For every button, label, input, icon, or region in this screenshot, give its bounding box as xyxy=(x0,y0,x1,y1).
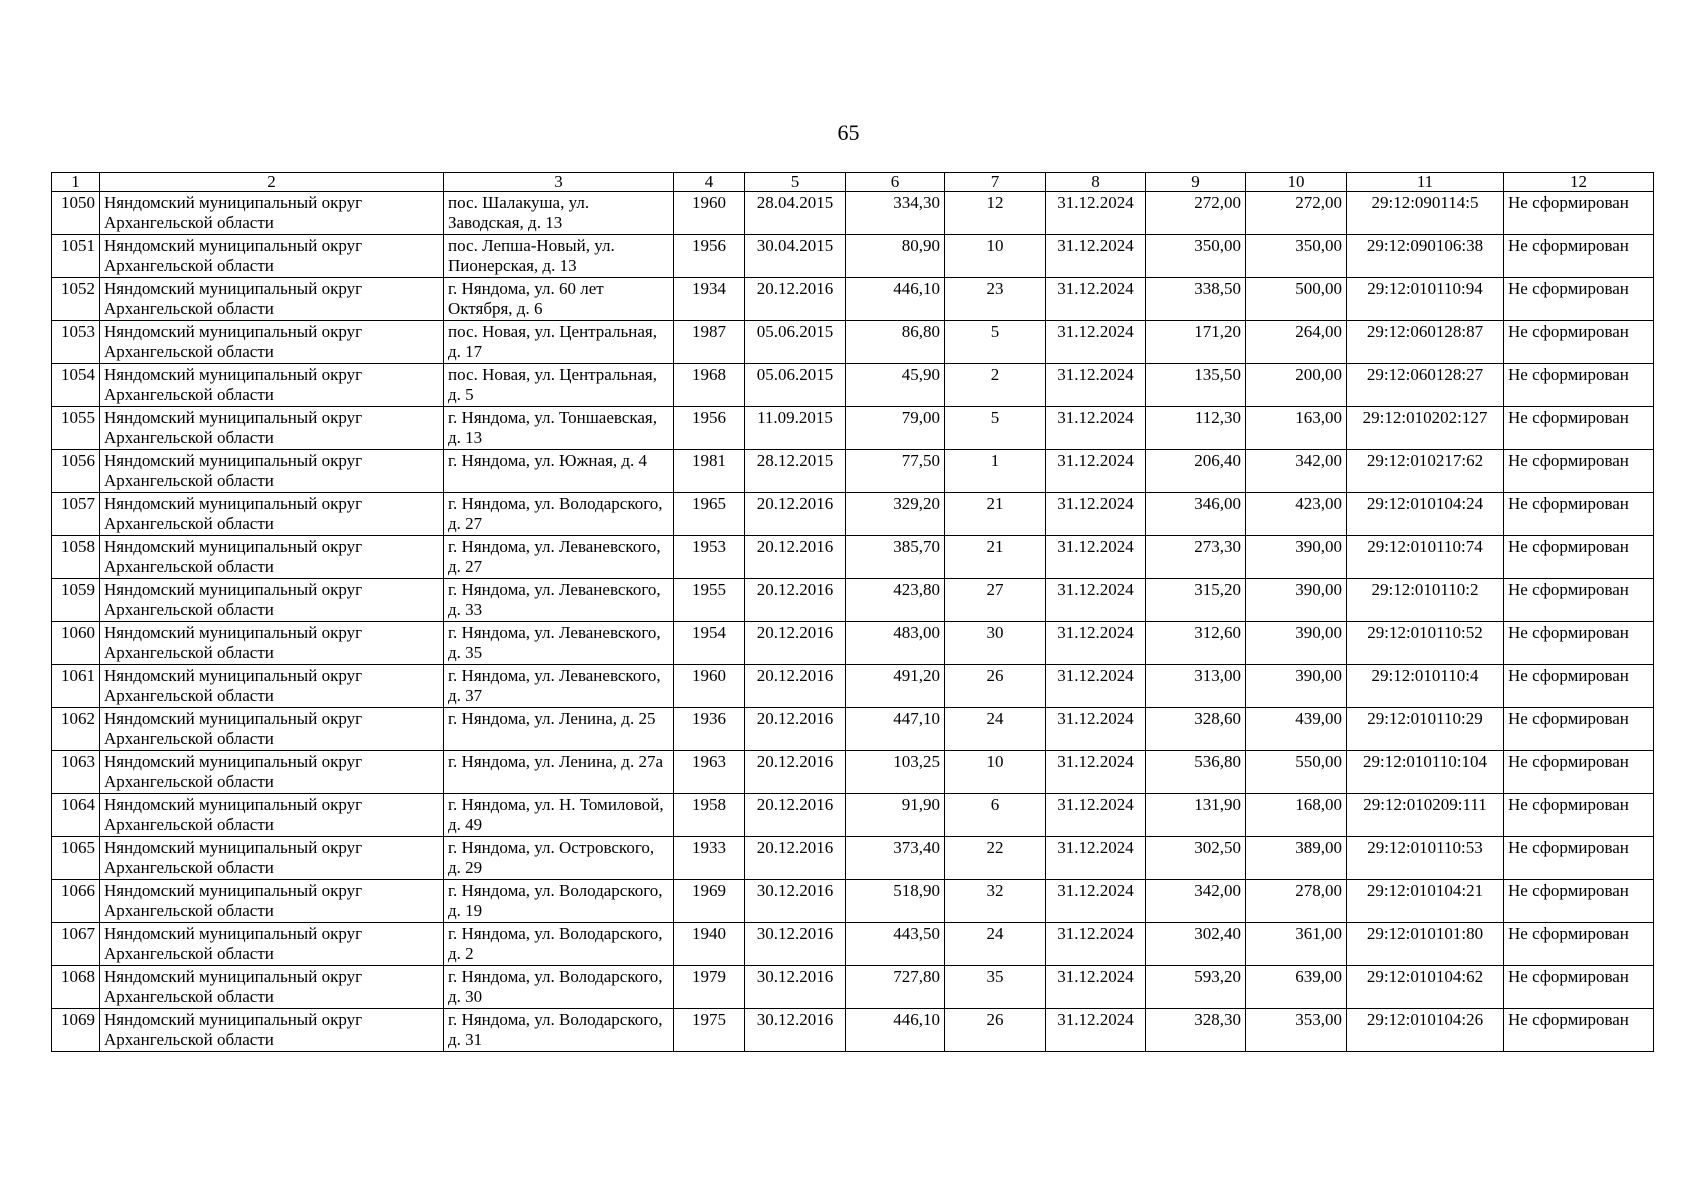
address-cell: г. Няндома, ул. Володарского, д. 19 xyxy=(444,880,674,923)
value-a-cell: 273,30 xyxy=(1146,536,1246,579)
row-number-cell: 1059 xyxy=(52,579,100,622)
date-cell: 30.12.2016 xyxy=(745,880,846,923)
deadline-cell: 31.12.2024 xyxy=(1046,364,1146,407)
municipality-cell: Няндомский муниципальный округ Архангельской области xyxy=(100,708,444,751)
deadline-cell: 31.12.2024 xyxy=(1046,235,1146,278)
value-a-cell: 536,80 xyxy=(1146,751,1246,794)
status-cell: Не сформирован xyxy=(1504,536,1654,579)
cadastral-number-cell: 29:12:010110:53 xyxy=(1347,837,1504,880)
address-cell: г. Няндома, ул. Южная, д. 4 xyxy=(444,450,674,493)
area-cell: 91,90 xyxy=(846,794,945,837)
date-cell: 05.06.2015 xyxy=(745,364,846,407)
year-built-cell: 1953 xyxy=(674,536,745,579)
row-number-cell: 1053 xyxy=(52,321,100,364)
value-b-cell: 200,00 xyxy=(1246,364,1347,407)
address-cell: г. Няндома, ул. 60 лет Октября, д. 6 xyxy=(444,278,674,321)
cadastral-number-cell: 29:12:010202:127 xyxy=(1347,407,1504,450)
value-b-cell: 168,00 xyxy=(1246,794,1347,837)
status-cell: Не сформирован xyxy=(1504,708,1654,751)
address-cell: г. Няндома, ул. Н. Томиловой, д. 49 xyxy=(444,794,674,837)
residents-cell: 10 xyxy=(945,751,1046,794)
table-row xyxy=(52,751,1654,794)
area-cell: 373,40 xyxy=(846,837,945,880)
date-cell: 30.12.2016 xyxy=(745,1009,846,1052)
year-built-cell: 1936 xyxy=(674,708,745,751)
row-number-cell: 1060 xyxy=(52,622,100,665)
row-number-cell: 1063 xyxy=(52,751,100,794)
status-cell: Не сформирован xyxy=(1504,923,1654,966)
value-b-cell: 390,00 xyxy=(1246,536,1347,579)
residents-cell: 21 xyxy=(945,493,1046,536)
residents-cell: 5 xyxy=(945,321,1046,364)
area-cell: 77,50 xyxy=(846,450,945,493)
cadastral-number-cell: 29:12:010217:62 xyxy=(1347,450,1504,493)
table-row xyxy=(52,450,1654,493)
date-cell: 30.12.2016 xyxy=(745,966,846,1009)
year-built-cell: 1934 xyxy=(674,278,745,321)
column-number-row xyxy=(52,173,1654,192)
cadastral-number-cell: 29:12:010101:80 xyxy=(1347,923,1504,966)
column-header-3: 3 xyxy=(444,173,674,192)
cadastral-number-cell: 29:12:060128:87 xyxy=(1347,321,1504,364)
year-built-cell: 1960 xyxy=(674,665,745,708)
municipality-cell: Няндомский муниципальный округ Архангельской области xyxy=(100,579,444,622)
municipality-cell: Няндомский муниципальный округ Архангельской области xyxy=(100,751,444,794)
row-number-cell: 1055 xyxy=(52,407,100,450)
deadline-cell: 31.12.2024 xyxy=(1046,966,1146,1009)
status-cell: Не сформирован xyxy=(1504,622,1654,665)
residents-cell: 10 xyxy=(945,235,1046,278)
municipality-cell: Няндомский муниципальный округ Архангельской области xyxy=(100,880,444,923)
value-a-cell: 171,20 xyxy=(1146,321,1246,364)
residents-cell: 35 xyxy=(945,966,1046,1009)
municipality-cell: Няндомский муниципальный округ Архангельской области xyxy=(100,278,444,321)
date-cell: 20.12.2016 xyxy=(745,665,846,708)
row-number-cell: 1062 xyxy=(52,708,100,751)
area-cell: 483,00 xyxy=(846,622,945,665)
status-cell: Не сформирован xyxy=(1504,751,1654,794)
cadastral-number-cell: 29:12:090114:5 xyxy=(1347,192,1504,235)
cadastral-number-cell: 29:12:010209:111 xyxy=(1347,794,1504,837)
cadastral-number-cell: 29:12:010110:104 xyxy=(1347,751,1504,794)
value-b-cell: 439,00 xyxy=(1246,708,1347,751)
residents-cell: 5 xyxy=(945,407,1046,450)
year-built-cell: 1955 xyxy=(674,579,745,622)
year-built-cell: 1933 xyxy=(674,837,745,880)
value-a-cell: 272,00 xyxy=(1146,192,1246,235)
cadastral-number-cell: 29:12:010104:26 xyxy=(1347,1009,1504,1052)
date-cell: 20.12.2016 xyxy=(745,579,846,622)
value-a-cell: 206,40 xyxy=(1146,450,1246,493)
status-cell: Не сформирован xyxy=(1504,364,1654,407)
date-cell: 20.12.2016 xyxy=(745,622,846,665)
value-a-cell: 315,20 xyxy=(1146,579,1246,622)
date-cell: 28.12.2015 xyxy=(745,450,846,493)
area-cell: 45,90 xyxy=(846,364,945,407)
page-number: 65 xyxy=(837,120,860,145)
cadastral-number-cell: 29:12:010110:74 xyxy=(1347,536,1504,579)
address-cell: г. Няндома, ул. Тоншаевская, д. 13 xyxy=(444,407,674,450)
table-row xyxy=(52,364,1654,407)
municipality-cell: Няндомский муниципальный округ Архангельской области xyxy=(100,966,444,1009)
value-a-cell: 328,60 xyxy=(1146,708,1246,751)
table-body xyxy=(52,192,1654,1052)
deadline-cell: 31.12.2024 xyxy=(1046,321,1146,364)
municipality-cell: Няндомский муниципальный округ Архангельской области xyxy=(100,493,444,536)
area-cell: 103,25 xyxy=(846,751,945,794)
year-built-cell: 1960 xyxy=(674,192,745,235)
residents-cell: 27 xyxy=(945,579,1046,622)
table-row xyxy=(52,966,1654,1009)
value-a-cell: 346,00 xyxy=(1146,493,1246,536)
year-built-cell: 1956 xyxy=(674,235,745,278)
address-cell: г. Няндома, ул. Леваневского, д. 37 xyxy=(444,665,674,708)
deadline-cell: 31.12.2024 xyxy=(1046,923,1146,966)
area-cell: 727,80 xyxy=(846,966,945,1009)
date-cell: 20.12.2016 xyxy=(745,708,846,751)
value-b-cell: 550,00 xyxy=(1246,751,1347,794)
cadastral-number-cell: 29:12:010110:4 xyxy=(1347,665,1504,708)
municipality-cell: Няндомский муниципальный округ Архангельской области xyxy=(100,536,444,579)
status-cell: Не сформирован xyxy=(1504,450,1654,493)
status-cell: Не сформирован xyxy=(1504,321,1654,364)
row-number-cell: 1069 xyxy=(52,1009,100,1052)
address-cell: г. Няндома, ул. Володарского, д. 27 xyxy=(444,493,674,536)
address-cell: г. Няндома, ул. Ленина, д. 25 xyxy=(444,708,674,751)
deadline-cell: 31.12.2024 xyxy=(1046,708,1146,751)
address-cell: г. Няндома, ул. Володарского, д. 30 xyxy=(444,966,674,1009)
date-cell: 30.04.2015 xyxy=(745,235,846,278)
value-b-cell: 163,00 xyxy=(1246,407,1347,450)
cadastral-number-cell: 29:12:010110:2 xyxy=(1347,579,1504,622)
deadline-cell: 31.12.2024 xyxy=(1046,622,1146,665)
address-cell: пос. Новая, ул. Центральная, д. 17 xyxy=(444,321,674,364)
table-row xyxy=(52,1009,1654,1052)
value-a-cell: 593,20 xyxy=(1146,966,1246,1009)
residents-cell: 24 xyxy=(945,708,1046,751)
value-b-cell: 639,00 xyxy=(1246,966,1347,1009)
residents-cell: 32 xyxy=(945,880,1046,923)
value-b-cell: 390,00 xyxy=(1246,579,1347,622)
date-cell: 05.06.2015 xyxy=(745,321,846,364)
row-number-cell: 1051 xyxy=(52,235,100,278)
cadastral-number-cell: 29:12:010110:29 xyxy=(1347,708,1504,751)
row-number-cell: 1066 xyxy=(52,880,100,923)
year-built-cell: 1965 xyxy=(674,493,745,536)
address-cell: г. Няндома, ул. Володарского, д. 2 xyxy=(444,923,674,966)
year-built-cell: 1954 xyxy=(674,622,745,665)
residents-cell: 26 xyxy=(945,1009,1046,1052)
year-built-cell: 1979 xyxy=(674,966,745,1009)
status-cell: Не сформирован xyxy=(1504,837,1654,880)
value-a-cell: 131,90 xyxy=(1146,794,1246,837)
value-b-cell: 342,00 xyxy=(1246,450,1347,493)
value-b-cell: 264,00 xyxy=(1246,321,1347,364)
value-a-cell: 312,60 xyxy=(1146,622,1246,665)
row-number-cell: 1052 xyxy=(52,278,100,321)
area-cell: 80,90 xyxy=(846,235,945,278)
residents-cell: 24 xyxy=(945,923,1046,966)
column-header-10: 10 xyxy=(1246,173,1347,192)
table-row xyxy=(52,880,1654,923)
residents-cell: 12 xyxy=(945,192,1046,235)
deadline-cell: 31.12.2024 xyxy=(1046,1009,1146,1052)
value-b-cell: 390,00 xyxy=(1246,622,1347,665)
address-cell: г. Няндома, ул. Леваневского, д. 27 xyxy=(444,536,674,579)
value-b-cell: 353,00 xyxy=(1246,1009,1347,1052)
column-header-5: 5 xyxy=(745,173,846,192)
row-number-cell: 1056 xyxy=(52,450,100,493)
deadline-cell: 31.12.2024 xyxy=(1046,665,1146,708)
year-built-cell: 1956 xyxy=(674,407,745,450)
value-a-cell: 302,40 xyxy=(1146,923,1246,966)
date-cell: 20.12.2016 xyxy=(745,278,846,321)
status-cell: Не сформирован xyxy=(1504,794,1654,837)
deadline-cell: 31.12.2024 xyxy=(1046,192,1146,235)
value-a-cell: 350,00 xyxy=(1146,235,1246,278)
municipality-cell: Няндомский муниципальный округ Архангельской области xyxy=(100,364,444,407)
municipality-cell: Няндомский муниципальный округ Архангельской области xyxy=(100,450,444,493)
area-cell: 443,50 xyxy=(846,923,945,966)
row-number-cell: 1054 xyxy=(52,364,100,407)
municipality-cell: Няндомский муниципальный округ Архангельской области xyxy=(100,321,444,364)
date-cell: 20.12.2016 xyxy=(745,794,846,837)
table-row xyxy=(52,837,1654,880)
cadastral-number-cell: 29:12:010110:94 xyxy=(1347,278,1504,321)
date-cell: 28.04.2015 xyxy=(745,192,846,235)
area-cell: 86,80 xyxy=(846,321,945,364)
address-cell: г. Няндома, ул. Леваневского, д. 35 xyxy=(444,622,674,665)
date-cell: 30.12.2016 xyxy=(745,923,846,966)
address-cell: г. Няндома, ул. Островского, д. 29 xyxy=(444,837,674,880)
date-cell: 11.09.2015 xyxy=(745,407,846,450)
cadastral-number-cell: 29:12:010104:24 xyxy=(1347,493,1504,536)
row-number-cell: 1058 xyxy=(52,536,100,579)
municipality-cell: Няндомский муниципальный округ Архангельской области xyxy=(100,923,444,966)
deadline-cell: 31.12.2024 xyxy=(1046,536,1146,579)
deadline-cell: 31.12.2024 xyxy=(1046,407,1146,450)
year-built-cell: 1940 xyxy=(674,923,745,966)
residents-cell: 21 xyxy=(945,536,1046,579)
residents-cell: 1 xyxy=(945,450,1046,493)
row-number-cell: 1057 xyxy=(52,493,100,536)
table-row xyxy=(52,579,1654,622)
value-a-cell: 313,00 xyxy=(1146,665,1246,708)
table-row xyxy=(52,235,1654,278)
deadline-cell: 31.12.2024 xyxy=(1046,751,1146,794)
residents-cell: 2 xyxy=(945,364,1046,407)
cadastral-number-cell: 29:12:010104:21 xyxy=(1347,880,1504,923)
value-b-cell: 423,00 xyxy=(1246,493,1347,536)
municipality-cell: Няндомский муниципальный округ Архангельской области xyxy=(100,235,444,278)
status-cell: Не сформирован xyxy=(1504,579,1654,622)
status-cell: Не сформирован xyxy=(1504,192,1654,235)
row-number-cell: 1065 xyxy=(52,837,100,880)
table-row xyxy=(52,536,1654,579)
status-cell: Не сформирован xyxy=(1504,278,1654,321)
area-cell: 446,10 xyxy=(846,1009,945,1052)
table-row xyxy=(52,794,1654,837)
municipality-cell: Няндомский муниципальный округ Архангельской области xyxy=(100,837,444,880)
date-cell: 20.12.2016 xyxy=(745,536,846,579)
value-b-cell: 389,00 xyxy=(1246,837,1347,880)
value-a-cell: 302,50 xyxy=(1146,837,1246,880)
date-cell: 20.12.2016 xyxy=(745,751,846,794)
status-cell: Не сформирован xyxy=(1504,1009,1654,1052)
year-built-cell: 1969 xyxy=(674,880,745,923)
residents-cell: 26 xyxy=(945,665,1046,708)
column-header-8: 8 xyxy=(1046,173,1146,192)
area-cell: 79,00 xyxy=(846,407,945,450)
value-a-cell: 112,30 xyxy=(1146,407,1246,450)
area-cell: 518,90 xyxy=(846,880,945,923)
value-b-cell: 390,00 xyxy=(1246,665,1347,708)
column-header-2: 2 xyxy=(100,173,444,192)
column-header-12: 12 xyxy=(1504,173,1654,192)
table-row xyxy=(52,407,1654,450)
table-row xyxy=(52,493,1654,536)
row-number-cell: 1061 xyxy=(52,665,100,708)
year-built-cell: 1968 xyxy=(674,364,745,407)
municipality-cell: Няндомский муниципальный округ Архангельской области xyxy=(100,192,444,235)
area-cell: 447,10 xyxy=(846,708,945,751)
address-cell: г. Няндома, ул. Леваневского, д. 33 xyxy=(444,579,674,622)
year-built-cell: 1981 xyxy=(674,450,745,493)
column-header-11: 11 xyxy=(1347,173,1504,192)
table-row xyxy=(52,192,1654,235)
table-row xyxy=(52,321,1654,364)
date-cell: 20.12.2016 xyxy=(745,493,846,536)
value-b-cell: 500,00 xyxy=(1246,278,1347,321)
column-header-4: 4 xyxy=(674,173,745,192)
deadline-cell: 31.12.2024 xyxy=(1046,278,1146,321)
municipality-cell: Няндомский муниципальный округ Архангельской области xyxy=(100,407,444,450)
status-cell: Не сформирован xyxy=(1504,493,1654,536)
column-header-7: 7 xyxy=(945,173,1046,192)
year-built-cell: 1958 xyxy=(674,794,745,837)
row-number-cell: 1050 xyxy=(52,192,100,235)
status-cell: Не сформирован xyxy=(1504,235,1654,278)
residents-cell: 23 xyxy=(945,278,1046,321)
row-number-cell: 1068 xyxy=(52,966,100,1009)
value-b-cell: 278,00 xyxy=(1246,880,1347,923)
area-cell: 334,30 xyxy=(846,192,945,235)
column-header-6: 6 xyxy=(846,173,945,192)
address-cell: пос. Лепша-Новый, ул. Пионерская, д. 13 xyxy=(444,235,674,278)
address-cell: пос. Шалакуша, ул. Заводская, д. 13 xyxy=(444,192,674,235)
year-built-cell: 1975 xyxy=(674,1009,745,1052)
deadline-cell: 31.12.2024 xyxy=(1046,794,1146,837)
deadline-cell: 31.12.2024 xyxy=(1046,837,1146,880)
cadastral-number-cell: 29:12:060128:27 xyxy=(1347,364,1504,407)
municipality-cell: Няндомский муниципальный округ Архангельской области xyxy=(100,794,444,837)
residents-cell: 30 xyxy=(945,622,1046,665)
deadline-cell: 31.12.2024 xyxy=(1046,880,1146,923)
table-row xyxy=(52,708,1654,751)
table-row xyxy=(52,665,1654,708)
deadline-cell: 31.12.2024 xyxy=(1046,493,1146,536)
status-cell: Не сформирован xyxy=(1504,966,1654,1009)
status-cell: Не сформирован xyxy=(1504,407,1654,450)
row-number-cell: 1064 xyxy=(52,794,100,837)
cadastral-number-cell: 29:12:010104:62 xyxy=(1347,966,1504,1009)
area-cell: 385,70 xyxy=(846,536,945,579)
table-row xyxy=(52,278,1654,321)
area-cell: 446,10 xyxy=(846,278,945,321)
municipality-cell: Няндомский муниципальный округ Архангельской области xyxy=(100,665,444,708)
date-cell: 20.12.2016 xyxy=(745,837,846,880)
year-built-cell: 1963 xyxy=(674,751,745,794)
value-a-cell: 135,50 xyxy=(1146,364,1246,407)
value-a-cell: 342,00 xyxy=(1146,880,1246,923)
housing-registry-table xyxy=(51,172,1654,1052)
status-cell: Не сформирован xyxy=(1504,880,1654,923)
table-row xyxy=(52,622,1654,665)
table-row xyxy=(52,923,1654,966)
address-cell: пос. Новая, ул. Центральная, д. 5 xyxy=(444,364,674,407)
area-cell: 423,80 xyxy=(846,579,945,622)
value-a-cell: 328,30 xyxy=(1146,1009,1246,1052)
address-cell: г. Няндома, ул. Володарского, д. 31 xyxy=(444,1009,674,1052)
cadastral-number-cell: 29:12:010110:52 xyxy=(1347,622,1504,665)
column-header-9: 9 xyxy=(1146,173,1246,192)
column-header-1: 1 xyxy=(52,173,100,192)
municipality-cell: Няндомский муниципальный округ Архангельской области xyxy=(100,1009,444,1052)
municipality-cell: Няндомский муниципальный округ Архангельской области xyxy=(100,622,444,665)
cadastral-number-cell: 29:12:090106:38 xyxy=(1347,235,1504,278)
deadline-cell: 31.12.2024 xyxy=(1046,579,1146,622)
deadline-cell: 31.12.2024 xyxy=(1046,450,1146,493)
value-b-cell: 272,00 xyxy=(1246,192,1347,235)
residents-cell: 22 xyxy=(945,837,1046,880)
area-cell: 491,20 xyxy=(846,665,945,708)
row-number-cell: 1067 xyxy=(52,923,100,966)
value-b-cell: 350,00 xyxy=(1246,235,1347,278)
value-a-cell: 338,50 xyxy=(1146,278,1246,321)
residents-cell: 6 xyxy=(945,794,1046,837)
year-built-cell: 1987 xyxy=(674,321,745,364)
value-b-cell: 361,00 xyxy=(1246,923,1347,966)
area-cell: 329,20 xyxy=(846,493,945,536)
status-cell: Не сформирован xyxy=(1504,665,1654,708)
address-cell: г. Няндома, ул. Ленина, д. 27а xyxy=(444,751,674,794)
